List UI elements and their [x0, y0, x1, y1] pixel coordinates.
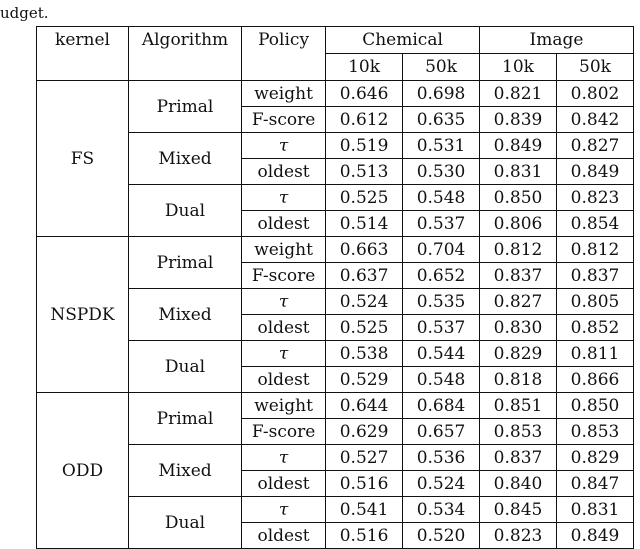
- value-cell-image-10k: 0.830: [480, 315, 557, 341]
- value-cell-image-50k: 0.854: [557, 211, 634, 237]
- value-cell-image-50k: 0.812: [557, 237, 634, 263]
- value-cell-image-10k: 0.818: [480, 367, 557, 393]
- value-cell-image-50k: 0.827: [557, 133, 634, 159]
- value-cell-image-50k: 0.847: [557, 471, 634, 497]
- algorithm-cell: Primal: [128, 237, 241, 289]
- value-cell-chemical-10k: 0.514: [326, 211, 403, 237]
- value-cell-image-10k: 0.853: [480, 419, 557, 445]
- policy-cell: τ: [242, 133, 326, 159]
- value-cell-chemical-50k: 0.536: [403, 445, 480, 471]
- value-cell-chemical-50k: 0.635: [403, 107, 480, 133]
- value-cell-chemical-50k: 0.524: [403, 471, 480, 497]
- kernel-cell: FS: [37, 81, 129, 237]
- algorithm-cell: Mixed: [128, 445, 241, 497]
- value-cell-chemical-50k: 0.698: [403, 81, 480, 107]
- value-cell-chemical-10k: 0.513: [326, 159, 403, 185]
- header-algorithm-blank: [128, 54, 241, 81]
- value-cell-image-10k: 0.821: [480, 81, 557, 107]
- value-cell-image-10k: 0.850: [480, 185, 557, 211]
- value-cell-chemical-10k: 0.525: [326, 315, 403, 341]
- kernel-cell: NSPDK: [37, 237, 129, 393]
- header-chemical-10k: 10k: [326, 54, 403, 81]
- policy-cell: F-score: [242, 419, 326, 445]
- value-cell-image-10k: 0.839: [480, 107, 557, 133]
- algorithm-cell: Dual: [128, 185, 241, 237]
- value-cell-image-10k: 0.806: [480, 211, 557, 237]
- value-cell-image-10k: 0.837: [480, 445, 557, 471]
- value-cell-chemical-50k: 0.537: [403, 315, 480, 341]
- value-cell-image-10k: 0.831: [480, 159, 557, 185]
- value-cell-image-50k: 0.866: [557, 367, 634, 393]
- value-cell-image-10k: 0.823: [480, 523, 557, 549]
- algorithm-cell: Mixed: [128, 133, 241, 185]
- value-cell-chemical-50k: 0.531: [403, 133, 480, 159]
- policy-cell: oldest: [242, 211, 326, 237]
- value-cell-image-50k: 0.802: [557, 81, 634, 107]
- value-cell-image-50k: 0.852: [557, 315, 634, 341]
- policy-cell: weight: [242, 81, 326, 107]
- value-cell-chemical-50k: 0.534: [403, 497, 480, 523]
- header-row-top: [37, 27, 634, 54]
- policy-cell: F-score: [242, 107, 326, 133]
- value-cell-chemical-10k: 0.538: [326, 341, 403, 367]
- policy-cell: τ: [242, 185, 326, 211]
- value-cell-image-50k: 0.829: [557, 445, 634, 471]
- value-cell-chemical-10k: 0.527: [326, 445, 403, 471]
- caption-fragment: udget.: [0, 4, 49, 22]
- value-cell-chemical-10k: 0.516: [326, 523, 403, 549]
- value-cell-chemical-10k: 0.637: [326, 263, 403, 289]
- value-cell-image-10k: 0.840: [480, 471, 557, 497]
- value-cell-image-50k: 0.850: [557, 393, 634, 419]
- algorithm-cell: Mixed: [128, 289, 241, 341]
- table-body: [37, 81, 634, 549]
- value-cell-chemical-50k: 0.704: [403, 237, 480, 263]
- value-cell-chemical-10k: 0.646: [326, 81, 403, 107]
- value-cell-chemical-50k: 0.684: [403, 393, 480, 419]
- policy-cell: τ: [242, 341, 326, 367]
- value-cell-chemical-50k: 0.652: [403, 263, 480, 289]
- policy-cell: F-score: [242, 263, 326, 289]
- header-kernel: kernel: [37, 27, 129, 54]
- value-cell-image-50k: 0.853: [557, 419, 634, 445]
- algorithm-cell: Primal: [128, 393, 241, 445]
- policy-cell: oldest: [242, 315, 326, 341]
- value-cell-image-10k: 0.845: [480, 497, 557, 523]
- algorithm-cell: Dual: [128, 497, 241, 549]
- value-cell-chemical-50k: 0.530: [403, 159, 480, 185]
- kernel-cell: ODD: [37, 393, 129, 549]
- value-cell-image-50k: 0.849: [557, 523, 634, 549]
- results-table: [36, 26, 634, 549]
- value-cell-image-10k: 0.827: [480, 289, 557, 315]
- value-cell-image-10k: 0.849: [480, 133, 557, 159]
- header-chemical-50k: 50k: [403, 54, 480, 81]
- value-cell-chemical-50k: 0.520: [403, 523, 480, 549]
- header-algorithm: Algorithm: [128, 27, 241, 54]
- policy-cell: τ: [242, 445, 326, 471]
- header-row-sub: [37, 54, 634, 81]
- value-cell-chemical-10k: 0.529: [326, 367, 403, 393]
- value-cell-image-50k: 0.837: [557, 263, 634, 289]
- policy-cell: weight: [242, 393, 326, 419]
- policy-cell: oldest: [242, 367, 326, 393]
- value-cell-chemical-50k: 0.535: [403, 289, 480, 315]
- value-cell-image-50k: 0.842: [557, 107, 634, 133]
- value-cell-image-50k: 0.805: [557, 289, 634, 315]
- policy-cell: oldest: [242, 523, 326, 549]
- header-policy: Policy: [242, 27, 326, 54]
- table-row: [37, 81, 634, 107]
- value-cell-chemical-10k: 0.519: [326, 133, 403, 159]
- value-cell-image-50k: 0.811: [557, 341, 634, 367]
- algorithm-cell: Dual: [128, 341, 241, 393]
- value-cell-chemical-50k: 0.548: [403, 185, 480, 211]
- value-cell-image-50k: 0.831: [557, 497, 634, 523]
- value-cell-chemical-10k: 0.541: [326, 497, 403, 523]
- value-cell-chemical-10k: 0.612: [326, 107, 403, 133]
- table-row: [37, 393, 634, 419]
- algorithm-cell: Primal: [128, 81, 241, 133]
- value-cell-chemical-50k: 0.657: [403, 419, 480, 445]
- value-cell-chemical-10k: 0.524: [326, 289, 403, 315]
- value-cell-chemical-10k: 0.663: [326, 237, 403, 263]
- value-cell-chemical-50k: 0.548: [403, 367, 480, 393]
- table-header: [37, 27, 634, 81]
- policy-cell: τ: [242, 289, 326, 315]
- value-cell-chemical-50k: 0.537: [403, 211, 480, 237]
- header-image: Image: [480, 27, 634, 54]
- policy-cell: weight: [242, 237, 326, 263]
- policy-cell: oldest: [242, 159, 326, 185]
- policy-cell: oldest: [242, 471, 326, 497]
- header-image-10k: 10k: [480, 54, 557, 81]
- value-cell-chemical-50k: 0.544: [403, 341, 480, 367]
- value-cell-image-10k: 0.812: [480, 237, 557, 263]
- value-cell-chemical-10k: 0.516: [326, 471, 403, 497]
- header-chemical: Chemical: [326, 27, 480, 54]
- value-cell-image-50k: 0.823: [557, 185, 634, 211]
- value-cell-chemical-10k: 0.629: [326, 419, 403, 445]
- policy-cell: τ: [242, 497, 326, 523]
- header-image-50k: 50k: [557, 54, 634, 81]
- value-cell-chemical-10k: 0.644: [326, 393, 403, 419]
- header-kernel-blank: [37, 54, 129, 81]
- value-cell-image-50k: 0.849: [557, 159, 634, 185]
- value-cell-image-10k: 0.851: [480, 393, 557, 419]
- value-cell-image-10k: 0.829: [480, 341, 557, 367]
- value-cell-image-10k: 0.837: [480, 263, 557, 289]
- header-policy-blank: [242, 54, 326, 81]
- value-cell-chemical-10k: 0.525: [326, 185, 403, 211]
- table-row: [37, 237, 634, 263]
